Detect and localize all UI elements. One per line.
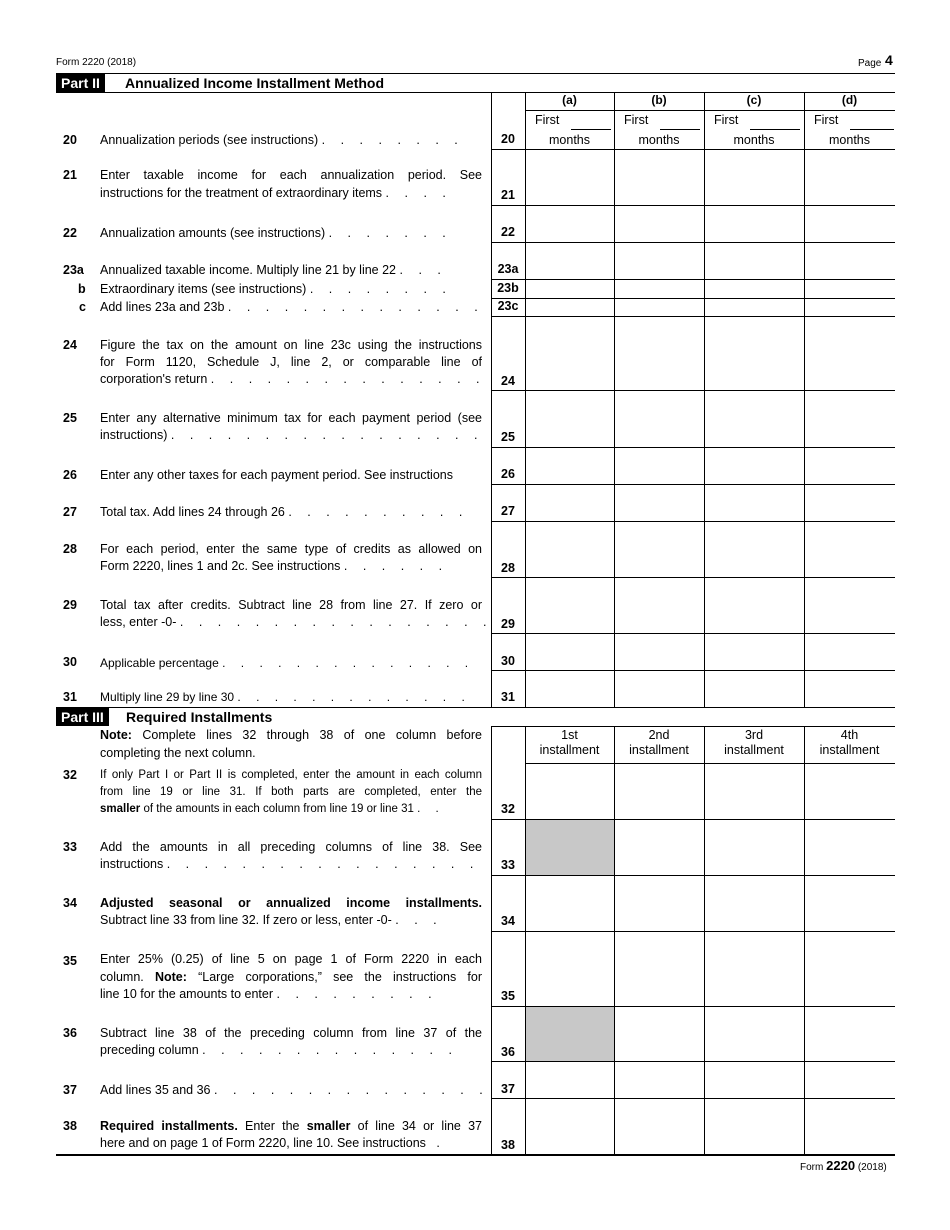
line-28-text1: For each period, enter the same type of credits as allowed on	[100, 542, 482, 556]
line-35-text1: Enter 25% (0.25) of line 5 on page 1 of Form 2220 in each	[100, 952, 482, 966]
part2-title: Annualized Income Installment Method	[125, 75, 385, 91]
line-33-num: 33	[63, 840, 77, 854]
line-23b-num: b	[78, 282, 86, 296]
inst-4-label: installment	[819, 743, 880, 757]
line-24-text3: corporation's return	[100, 372, 208, 386]
line-36-text1: Subtract line 38 of the preceding column from line 37 of the	[100, 1026, 482, 1040]
part3-note-bold: Note:	[100, 728, 132, 742]
line-32-text3-bold: smaller	[100, 803, 141, 815]
line-36-col1-shaded	[526, 1007, 614, 1061]
line-34-text2: Subtract line 33 from line 32. If zero or less, enter -0-	[100, 913, 392, 927]
line-38-line1	[100, 1118, 482, 1136]
line-24-text2: for Form 1120, Schedule J, line 2, or comparable line of	[100, 355, 482, 369]
line-25-text2: instructions)	[100, 428, 168, 442]
line-24-dots: . . . . . . . . . . . . . . .	[210, 372, 486, 386]
line-23b-dots: . . . . . . . .	[309, 282, 452, 296]
line-25-text1: Enter any alternative minimum tax for each payment period (see	[100, 411, 482, 425]
part3-note-text1: Complete lines 32 through 38 of one column before	[131, 728, 482, 742]
line-36-box: 36	[501, 1045, 515, 1059]
col-c-months: months	[733, 133, 775, 147]
line-28-text2: Form 2220, lines 1 and 2c. See instructions	[100, 559, 341, 573]
line-23c-num: c	[79, 300, 86, 314]
line-22-dots: . . . . . . .	[328, 226, 452, 240]
line-23a-text: Annualized taxable income. Multiply line 21 by line 22	[100, 263, 397, 277]
line-38-text1-bold2: smaller	[306, 1119, 351, 1133]
line-25-num: 25	[63, 411, 77, 425]
col-b-first: First	[624, 113, 649, 127]
line-33-text1: Add the amounts in all preceding columns of line 38. See	[100, 840, 482, 854]
line-35-text2b: “Large corporations,” see the instructions for	[186, 970, 482, 984]
line-36-text2: preceding column	[100, 1043, 199, 1057]
line-38-text1b: of line 34 or line 37	[350, 1119, 482, 1133]
line-35-text2-bold: Note:	[154, 970, 187, 984]
line-21-text2: instructions for the treatment of extraordinary items	[100, 186, 383, 200]
line-26-text: Enter any other taxes for each payment period. See instructions	[100, 468, 453, 482]
line-23c-dots: . . . . . . . . . . . . . .	[227, 300, 484, 314]
part3-title: Required Installments	[126, 709, 273, 725]
line-38-box: 38	[501, 1138, 515, 1152]
line-35-box: 35	[501, 989, 515, 1003]
line-21-text1: Enter taxable income for each annualization period. See	[100, 168, 482, 182]
line-36-num: 36	[63, 1026, 77, 1040]
line-34-box: 34	[501, 914, 515, 928]
col-d-first: First	[814, 113, 839, 127]
line-23a-num: 23a	[63, 263, 84, 277]
line-29-text1: Total tax after credits. Subtract line 28 from line 27. If zero or	[100, 598, 482, 612]
col-d-header: (d)	[841, 93, 858, 107]
line-35-dots: . . . . . . . . .	[276, 987, 438, 1001]
line-28-num: 28	[63, 542, 77, 556]
col-b-months: months	[638, 133, 680, 147]
line-28-dots: . . . . . .	[343, 559, 449, 573]
line-38-text1-bold: Required installments.	[100, 1119, 238, 1133]
line-24-box: 24	[501, 374, 515, 388]
inst-2-ordinal: 2nd	[648, 728, 670, 742]
line-29-text2: less, enter -0-	[100, 615, 177, 629]
line-32-box: 32	[501, 802, 515, 816]
inst-3-label: installment	[724, 743, 784, 757]
line-32-text2: from line 19 or line 31. If both parts are completed, enter the	[100, 786, 482, 798]
line-29-num: 29	[63, 598, 77, 612]
line-34-num: 34	[63, 896, 77, 910]
line-26-num: 26	[63, 468, 77, 482]
line-33-col1-shaded	[526, 820, 614, 875]
line-27-text: Total tax. Add lines 24 through 26	[100, 505, 285, 519]
col-c-header: (c)	[746, 93, 762, 107]
line-20-box: 20	[501, 132, 515, 146]
line-31-text: Multiply line 29 by line 30	[100, 690, 235, 704]
line-31-box: 31	[501, 690, 515, 704]
line-35-text2a: column.	[100, 970, 155, 984]
part3-note-text2: completing the next column.	[100, 746, 256, 760]
page-number: 4	[885, 52, 893, 68]
inst-4-ordinal: 4th	[840, 728, 859, 742]
footer-form-id	[800, 1157, 887, 1177]
line-22-box: 22	[501, 225, 515, 239]
col-b-header: (b)	[651, 93, 667, 107]
col-c-first: First	[714, 113, 739, 127]
line-22-num: 22	[63, 226, 77, 240]
line-38-text2: here and on page 1 of Form 2220, line 10. See instructions	[100, 1136, 426, 1150]
line-34-dots: . . .	[395, 913, 443, 927]
line-34-text1: Adjusted seasonal or annualized income installments.	[100, 896, 482, 910]
line-23b-text: Extraordinary items (see instructions)	[100, 282, 307, 296]
line-23c-text: Add lines 23a and 23b	[100, 300, 225, 314]
line-37-num: 37	[63, 1083, 77, 1097]
line-22-text: Annualization amounts (see instructions)	[100, 226, 326, 240]
line-35-text3: line 10 for the amounts to enter	[100, 987, 274, 1001]
line-31-num: 31	[63, 690, 77, 704]
line-33-dots: . . . . . . . . . . . . . . . . .	[166, 857, 480, 871]
part3-note-line1	[100, 727, 482, 745]
line-37-dots: . . . . . . . . . . . . . . .	[214, 1083, 489, 1097]
col-a-header: (a)	[562, 93, 577, 107]
line-37-text: Add lines 35 and 36	[100, 1083, 211, 1097]
line-25-box: 25	[501, 430, 515, 444]
line-21-dots: . . . .	[385, 186, 452, 200]
line-27-num: 27	[63, 505, 77, 519]
part2-tag: Part II	[56, 74, 105, 92]
col-a-first: First	[535, 113, 560, 127]
line-29-dots: . . . . . . . . . . . . . . . . .	[179, 615, 493, 629]
line-20-num: 20	[63, 133, 77, 147]
line-30-text: Applicable percentage	[100, 656, 219, 670]
line-33-box: 33	[501, 858, 515, 872]
line-28-box: 28	[501, 561, 515, 575]
line-20-dots: . . . . . . . .	[321, 133, 464, 147]
col-d-months: months	[829, 133, 870, 147]
line-31-dots: . . . . . . . . . . . . .	[237, 690, 471, 704]
line-32-num: 32	[63, 768, 77, 782]
col-a-months: months	[549, 133, 590, 147]
line-37-box: 37	[501, 1082, 515, 1096]
line-38-text1a: Enter the	[237, 1119, 307, 1133]
line-29-box: 29	[501, 617, 515, 631]
line-35-line2	[100, 969, 482, 987]
line-35-num: 35	[63, 954, 77, 968]
line-32-dots: . .	[417, 803, 445, 815]
line-20-text: Annualization periods (see instructions)	[100, 133, 319, 147]
line-38-dots: .	[436, 1136, 446, 1150]
page-label: Page	[858, 58, 882, 69]
line-30-num: 30	[63, 655, 77, 669]
line-23b-box: 23b	[497, 281, 519, 295]
line-23a-box: 23a	[497, 262, 519, 276]
footer-form-word: Form	[800, 1162, 824, 1173]
form-id: Form 2220 (2018)	[56, 57, 137, 68]
line-32-text3: of the amounts in each column from line 19 or line 31	[140, 803, 414, 815]
line-27-box: 27	[501, 504, 515, 518]
line-21-box: 21	[501, 188, 515, 202]
footer-form-number: 2220	[826, 1158, 856, 1173]
line-32-text1: If only Part I or Part II is completed, enter the amount in each column	[100, 769, 482, 781]
line-30-box: 30	[501, 654, 515, 668]
line-27-dots: . . . . . . . . . .	[288, 505, 469, 519]
line-21-num: 21	[63, 168, 77, 182]
footer-year: (2018)	[857, 1162, 887, 1173]
part3-tag: Part III	[56, 708, 109, 726]
line-33-text2: instructions	[100, 857, 164, 871]
line-26-box: 26	[501, 467, 515, 481]
line-25-dots: . . . . . . . . . . . . . . . . .	[170, 428, 484, 442]
line-24-text1: Figure the tax on the amount on line 23c using the instructions	[100, 338, 482, 352]
line-30-dots: . . . . . . . . . . . . . .	[222, 656, 475, 670]
inst-2-label: installment	[629, 743, 689, 757]
line-36-dots: . . . . . . . . . . . . . .	[202, 1043, 458, 1057]
inst-3-ordinal: 3rd	[744, 728, 764, 742]
line-24-num: 24	[63, 338, 77, 352]
inst-1-ordinal: 1st	[561, 728, 578, 742]
line-23c-box: 23c	[497, 299, 519, 313]
line-38-num: 38	[63, 1119, 77, 1133]
line-23a-dots: . . .	[399, 263, 447, 277]
inst-1-label: installment	[539, 743, 600, 757]
